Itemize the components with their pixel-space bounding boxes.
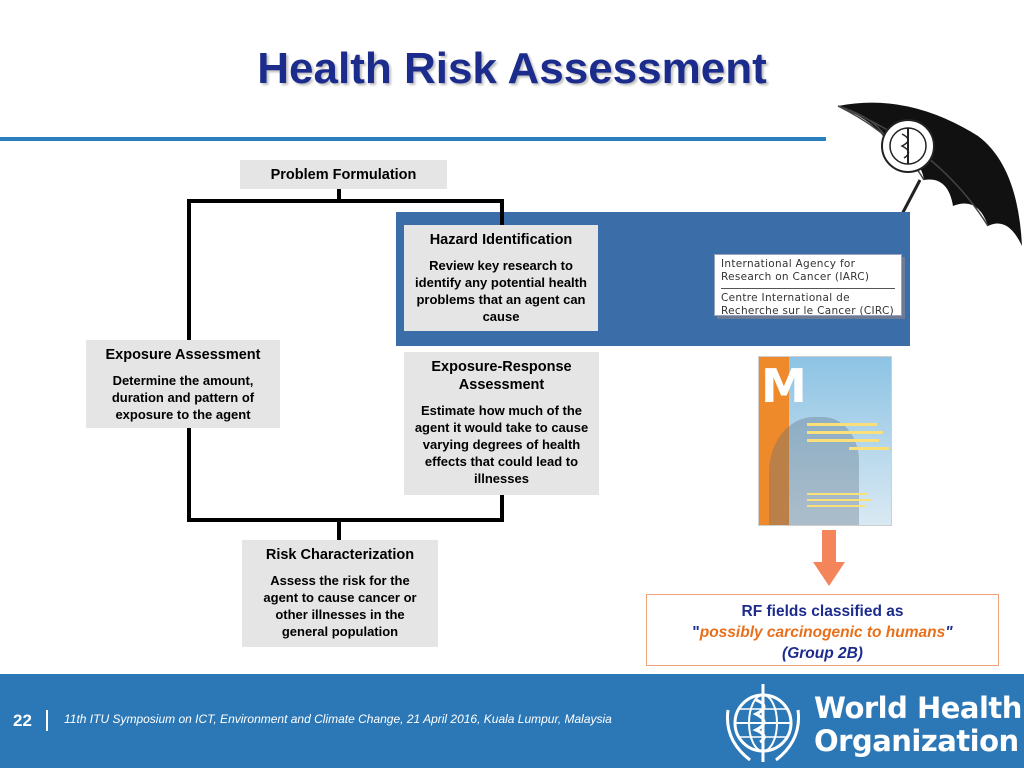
problem-formulation-box	[240, 160, 447, 189]
who-name-line-1: World Health	[814, 691, 1022, 725]
monograph-text-line	[807, 431, 883, 434]
iarc-monograph-cover-image	[758, 356, 892, 526]
monograph-text-line	[807, 505, 865, 507]
callout-quote-text: possibly carcinogenic to humans	[699, 624, 946, 641]
exposure-response-box	[404, 352, 599, 495]
connector-left-lower	[187, 428, 191, 522]
who-emblem-icon	[720, 680, 806, 766]
callout-quote-open: "	[692, 624, 700, 641]
who-logo-text	[814, 692, 1022, 758]
down-arrow-icon	[813, 530, 845, 586]
title-underline	[0, 137, 826, 141]
iarc-line-2: Research on Cancer (IARC)	[721, 271, 870, 283]
page-number: 22	[13, 711, 32, 730]
problem-formulation-label: Problem Formulation	[270, 167, 417, 183]
monograph-text-line	[807, 499, 871, 501]
connector-top-bar	[187, 199, 504, 203]
connector-bottom-stem	[337, 518, 341, 540]
connector-right-drop	[500, 199, 504, 225]
exposure-assessment-description: Determine the amount, duration and pattern of exposure to the agent	[111, 373, 255, 422]
who-name-line-2: Organization	[814, 724, 1019, 758]
monograph-letter-icon: M	[761, 359, 807, 413]
risk-characterization-box	[242, 540, 438, 647]
exposure-response-description: Estimate how much of the agent it would take to cause varying degrees of health effects that could lead to illnesses	[414, 403, 589, 486]
monograph-text-line	[849, 447, 889, 450]
iarc-label	[714, 254, 902, 316]
callout-line-1: RF fields classified as	[741, 603, 904, 620]
hazard-identification-description: Review key research to identify any potential health problems that an agent can cause	[415, 258, 587, 324]
hazard-identification-box	[404, 225, 598, 331]
page-number-divider	[46, 710, 48, 731]
exposure-assessment-box	[86, 340, 280, 428]
classification-callout	[646, 594, 999, 666]
iarc-line-1: International Agency for	[721, 258, 856, 270]
monograph-text-line	[807, 439, 879, 442]
footer-event-text: 11th ITU Symposium on ICT, Environment and Climate Change, 21 April 2016, Kuala Lumpur, Malaysia	[64, 712, 612, 726]
slide-title: Health Risk Assessment	[257, 44, 767, 93]
callout-group: (Group 2B)	[782, 645, 863, 662]
connector-bottom-bar	[187, 518, 504, 522]
monograph-text-line	[807, 423, 877, 426]
exposure-response-title: Exposure-Response Assessment	[431, 359, 572, 393]
iarc-line-4: Recherche sur le Cancer (CIRC)	[721, 305, 895, 317]
exposure-assessment-title: Exposure Assessment	[105, 347, 261, 363]
iarc-line-3: Centre International de	[721, 292, 850, 304]
callout-quote-close: "	[945, 624, 953, 641]
risk-characterization-title: Risk Characterization	[265, 547, 415, 563]
iarc-divider	[721, 288, 895, 289]
risk-characterization-description: Assess the risk for the agent to cause cancer or other illnesses in the general population	[263, 573, 417, 639]
monograph-text-line	[807, 493, 867, 495]
callout-line-2	[647, 622, 998, 643]
connector-left-drop	[187, 199, 191, 341]
hazard-identification-title: Hazard Identification	[429, 232, 573, 248]
